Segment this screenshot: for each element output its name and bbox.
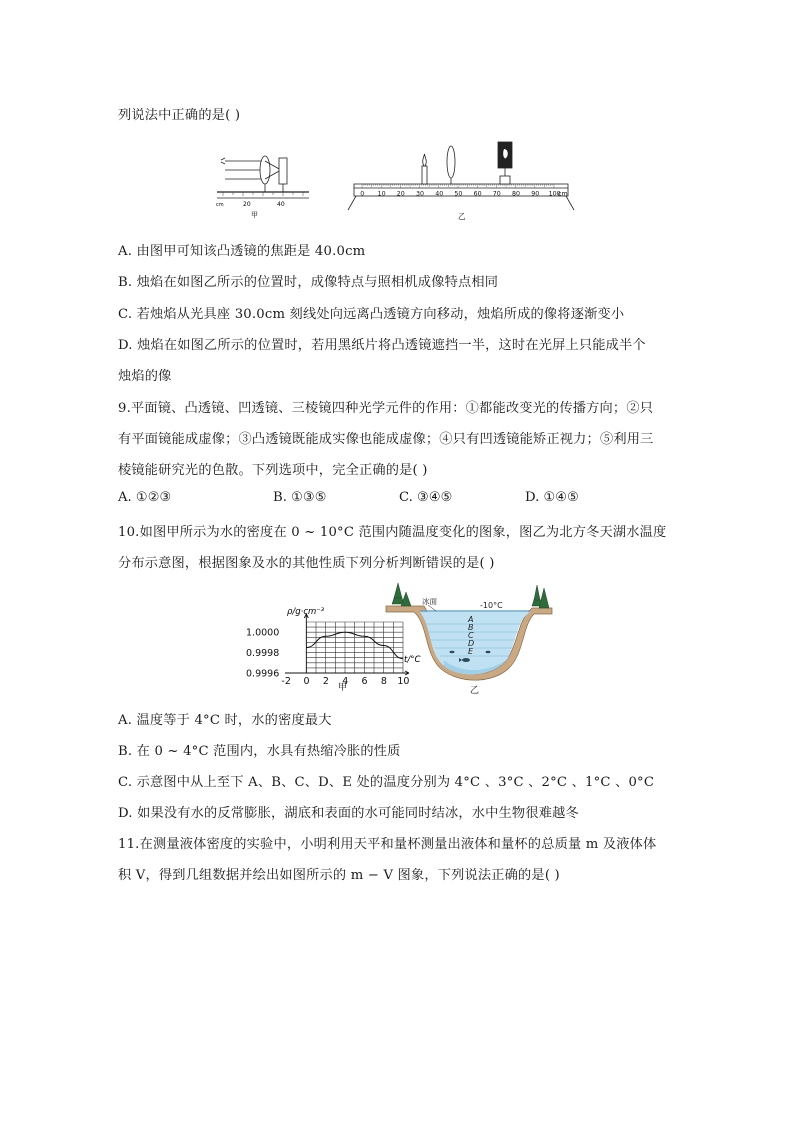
temp-label: -10°C — [480, 601, 503, 610]
bench-tick-label: 100 — [548, 190, 561, 198]
q9-option-b: B. ①③⑤ — [273, 490, 327, 505]
bench-tick-label: 10 — [377, 190, 386, 198]
layer-d-label: D — [468, 639, 475, 648]
chart-xtick-label: 0 — [303, 676, 310, 687]
chart-ylabel: ρ/g·cm⁻³ — [287, 607, 325, 617]
chart-ytick-label: 1.0000 — [246, 627, 280, 639]
q9-option-d: D. ①④⑤ — [525, 490, 579, 505]
q9-stem-line-1: 9.平面镜、凸透镜、凹透镜、三棱镜四种光学元件的作用：①都能改变光的传播方向；②只 — [118, 401, 654, 416]
q8-stem-tail: 列说法中正确的是( ) — [118, 108, 241, 123]
chart-xtick-label: 6 — [361, 676, 368, 687]
q8-figure-jia — [213, 148, 313, 220]
chart-xtick-label: -2 — [281, 676, 291, 687]
fig-yi-caption: 乙 — [458, 212, 466, 221]
ruler-unit-jia: cm — [216, 202, 224, 208]
lake-diagram — [384, 580, 554, 698]
layer-e-label: E — [468, 647, 474, 656]
q11-stem-line-2: 积 V，得到几组数据并绘出如图所示的 m − V 图象，下列说法正确的是( ) — [118, 868, 560, 883]
q9-stem-line-3: 棱镜能研究光的色散。下列选项中，完全正确的是( ) — [118, 463, 428, 478]
bench-tick-label: 20 — [396, 190, 405, 198]
q8-option-d-cont: 烛焰的像 — [118, 369, 172, 384]
chart-xtick-label: 8 — [380, 676, 387, 687]
q10-option-a: A. 温度等于 4°C 时，水的密度最大 — [118, 713, 332, 728]
layer-a-label: A — [468, 615, 474, 624]
q10-option-b: B. 在 0 ~ 4°C 范围内，水具有热缩冷胀的性质 — [118, 744, 401, 759]
q8-option-c: C. 若烛焰从光具座 30.0cm 刻线处向远离凸透镜方向移动，烛焰所成的像将逐渐变小 — [118, 307, 625, 322]
q8-option-b: B. 烛焰在如图乙所示的位置时，成像特点与照相机成像特点相同 — [118, 275, 499, 290]
q11-stem-line-1: 11.在测量液体密度的实验中，小明利用天平和量杯测量出液体和量杯的总质量 m 及液体体 — [118, 837, 657, 852]
q8-option-a: A. 由图甲可知该凸透镜的焦距是 40.0cm — [118, 244, 366, 259]
ice-label: 冰面 — [422, 597, 437, 606]
q10-stem-line-1: 10.如图甲所示为水的密度在 0 ~ 10°C 范围内随温度变化的图象，图乙为北方冬天湖水温度 — [118, 525, 667, 540]
fig-jia-caption: 甲 — [251, 211, 258, 219]
q8-figure-yi — [342, 140, 582, 222]
chart-xtick-label: 2 — [322, 676, 329, 687]
ruler-tick-20: 20 — [243, 201, 251, 208]
chart-xtick-label: 10 — [397, 676, 410, 687]
q10-stem-line-2: 分布示意图，根据图象及水的其他性质下列分析判断错误的是( ) — [118, 556, 495, 571]
q9-option-a: A. ①②③ — [118, 490, 172, 505]
bench-tick-label: 70 — [492, 190, 501, 198]
chart-caption: 甲 — [338, 683, 348, 693]
lake-caption: 乙 — [470, 686, 480, 696]
bench-tick-label: 30 — [416, 190, 425, 198]
bench-tick-label: 50 — [454, 190, 463, 198]
layer-b-label: B — [468, 623, 474, 632]
ruler-tick-40: 40 — [277, 201, 285, 208]
chart-xlabel: t/°C — [404, 655, 421, 665]
bench-tick-label: 90 — [531, 190, 540, 198]
bench-tick-label: 80 — [512, 190, 521, 198]
chart-ytick-label: 0.9996 — [246, 668, 280, 680]
q10-option-d: D. 如果没有水的反常膨胀，湖底和表面的水可能同时结冰，水中生物很难越冬 — [118, 806, 579, 821]
layer-c-label: C — [468, 631, 474, 640]
q9-stem-line-2: 有平面镜能成虚像；③凸透镜既能成实像也能成虚像；④只有凹透镜能矫正视力；⑤利用三 — [118, 432, 654, 447]
bench-tick-label: cm — [558, 190, 568, 198]
chart-ytick-label: 0.9998 — [246, 648, 280, 660]
q8-option-d: D. 烛焰在如图乙所示的位置时，若用黑纸片将凸透镜遮挡一半，这时在光屏上只能成半个 — [118, 338, 646, 353]
q9-option-c: C. ③④⑤ — [399, 490, 453, 505]
bench-tick-label: 0 — [360, 190, 365, 198]
q10-option-c: C. 示意图中从上至下 A、B、C、D、E 处的温度分别为 4°C 、3°C 、2°C 、1°C 、0°C — [118, 775, 655, 790]
chart-xtick-label: 4 — [342, 676, 349, 687]
bench-tick-label: 60 — [473, 190, 482, 198]
bench-tick-label: 40 — [435, 190, 444, 198]
